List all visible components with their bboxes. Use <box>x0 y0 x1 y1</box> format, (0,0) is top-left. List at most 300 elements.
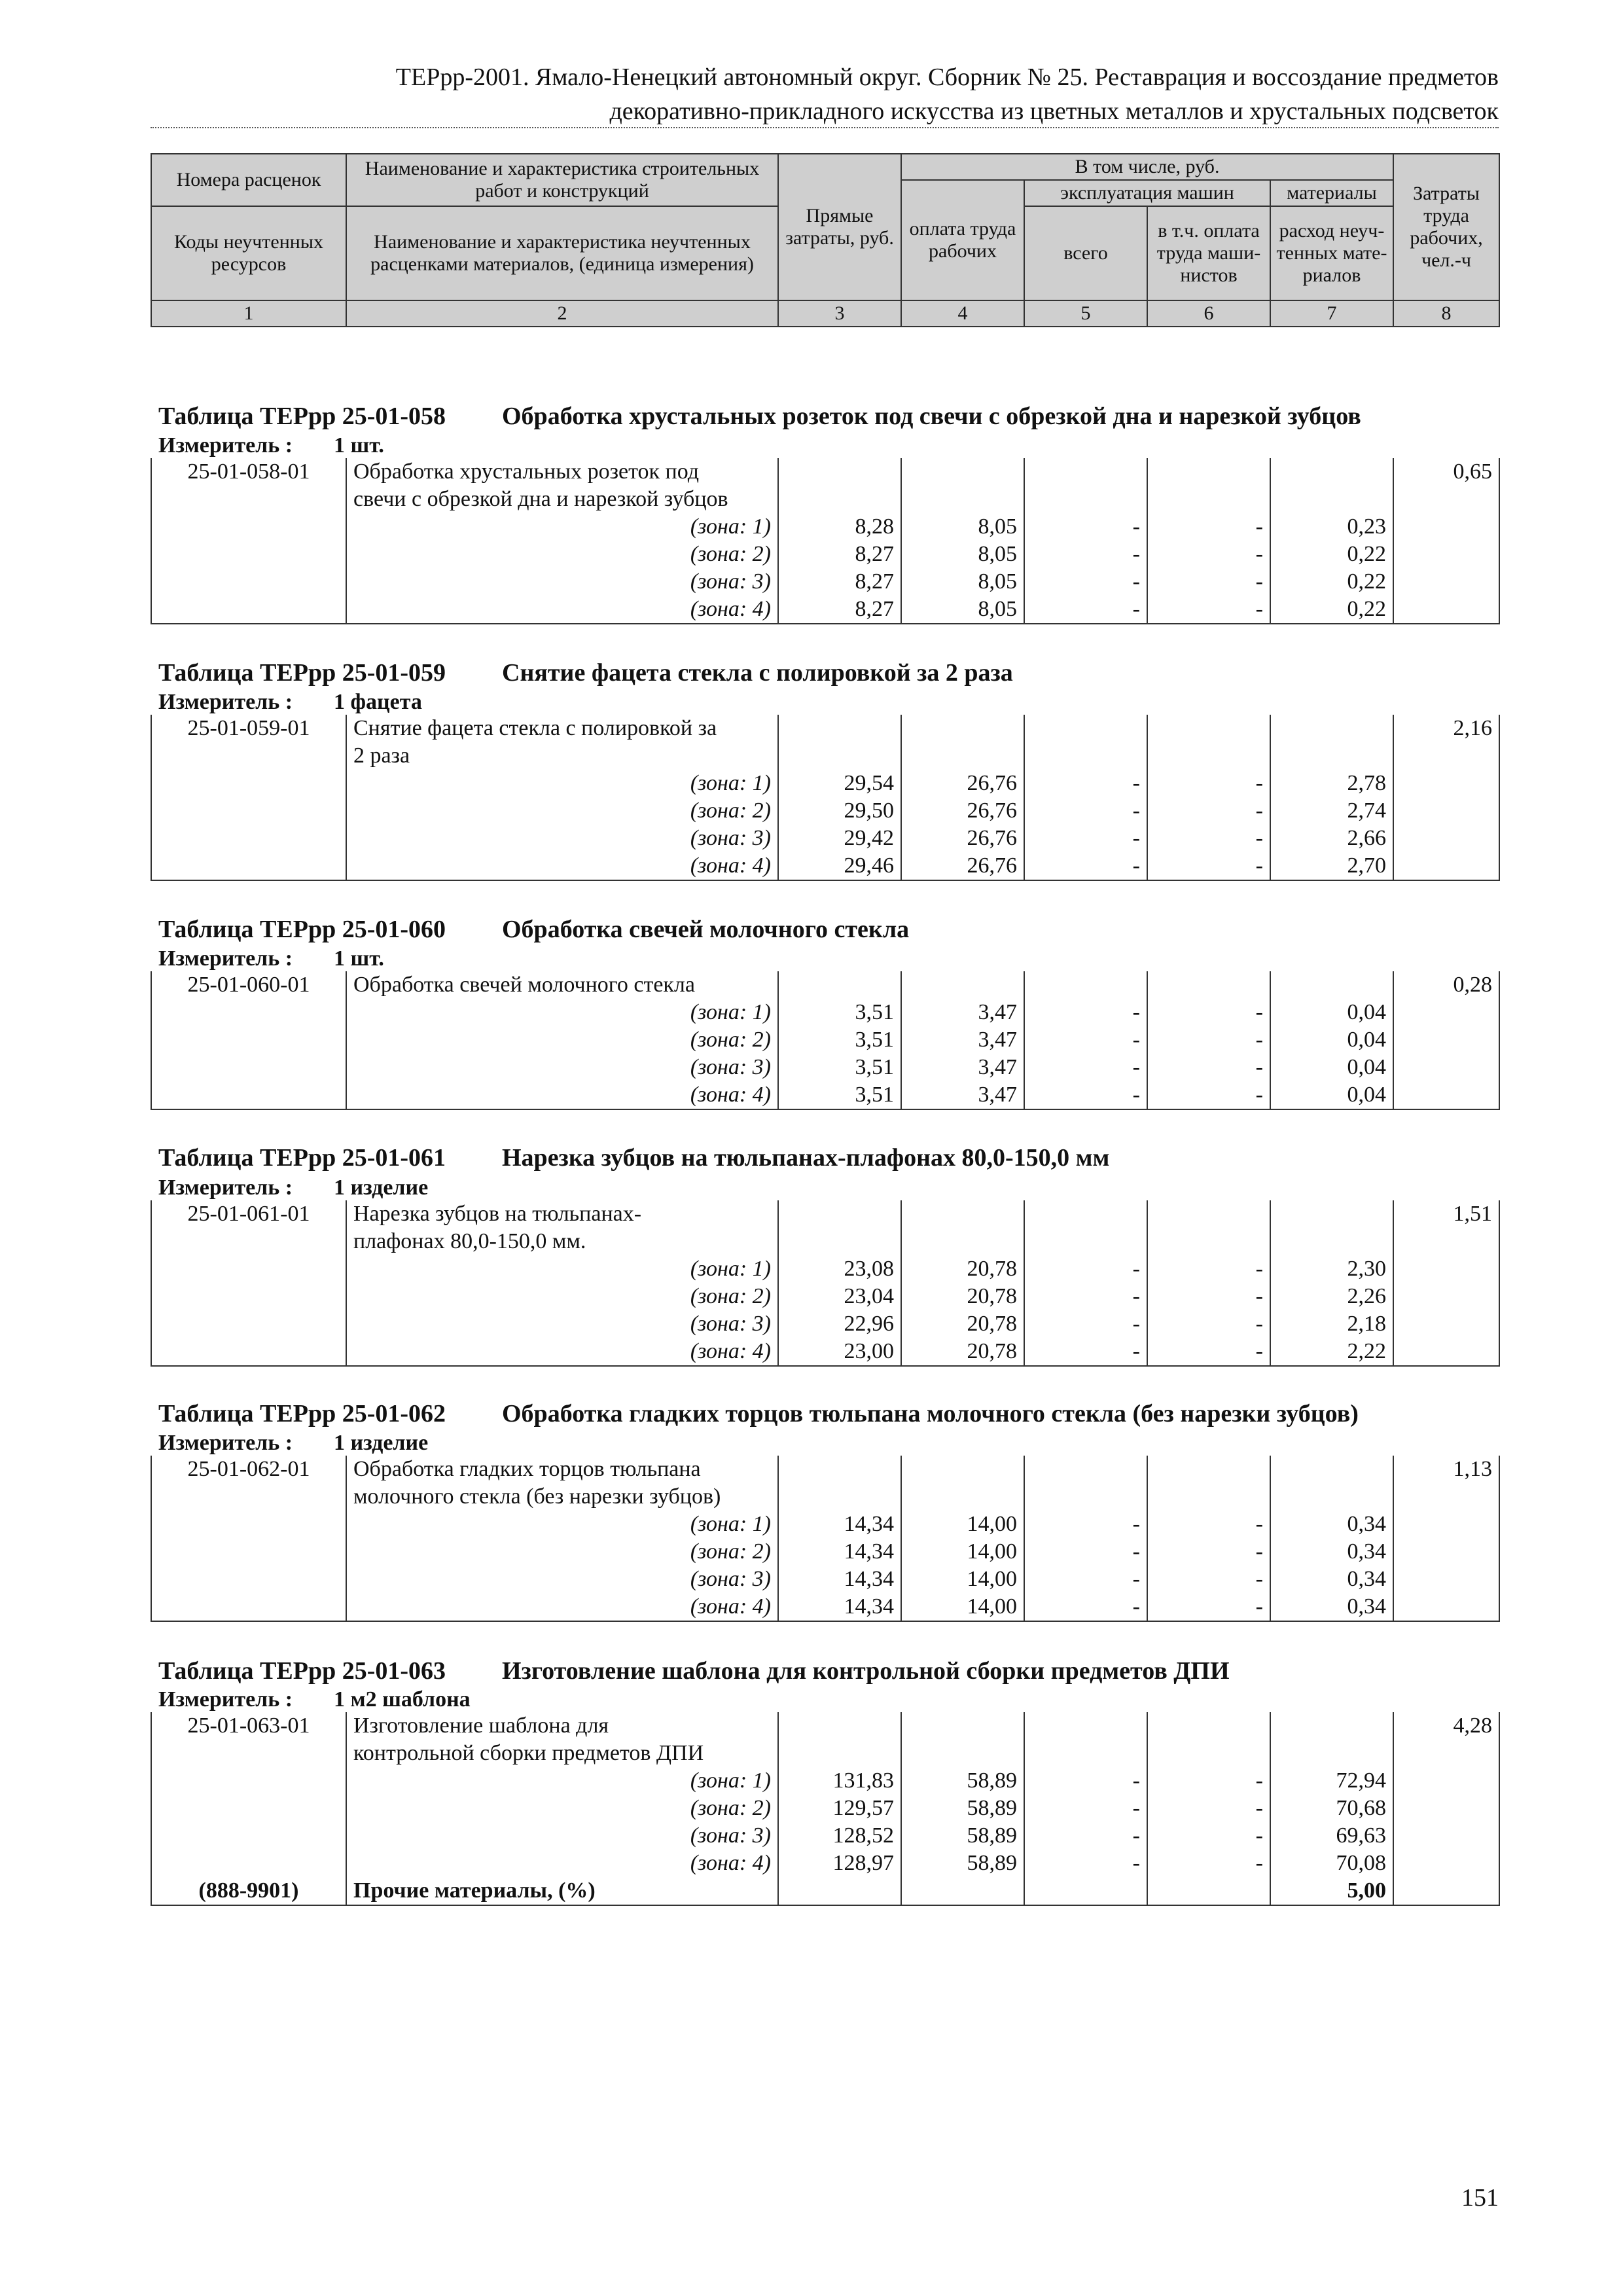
empty-cell <box>901 1200 1024 1228</box>
header-codes-top: Номера расценок <box>151 154 346 206</box>
zone-row <box>151 852 1499 880</box>
direct-cost: 8,27 <box>778 568 901 596</box>
labor-cost: 2,16 <box>1393 715 1499 742</box>
table-title-code: Таблица ТЕРрр 25-01-060 <box>158 916 446 943</box>
empty-cell <box>901 486 1024 513</box>
empty-cell <box>1024 1200 1147 1228</box>
empty-cell <box>778 486 901 513</box>
empty-cell <box>151 797 346 825</box>
materials-cost: 72,94 <box>1270 1767 1393 1795</box>
table-row <box>151 1740 1499 1767</box>
empty-cell <box>151 1767 346 1795</box>
measure-value: 1 м2 шаблона <box>334 1687 471 1712</box>
empty-cell <box>151 1310 346 1338</box>
empty-cell <box>1024 971 1147 999</box>
empty-cell <box>1270 1740 1393 1767</box>
zone-row <box>151 513 1499 541</box>
empty-cell <box>1393 1255 1499 1283</box>
machinist-pay: - <box>1147 1795 1270 1822</box>
empty-cell <box>151 1081 346 1109</box>
materials-cost: 0,04 <box>1270 1054 1393 1081</box>
zone-label: (зона: 1) <box>346 513 778 541</box>
machines-total: - <box>1024 1795 1147 1822</box>
empty-cell <box>1393 541 1499 568</box>
rate-name-line: плафонах 80,0-150,0 мм. <box>346 1228 778 1255</box>
empty-cell <box>1393 770 1499 797</box>
labor-pay: 58,89 <box>901 1850 1024 1877</box>
empty-cell <box>1393 1850 1499 1877</box>
zone-row <box>151 541 1499 568</box>
zone-row <box>151 568 1499 596</box>
machinist-pay: - <box>1147 1566 1270 1593</box>
zone-label: (зона: 4) <box>346 852 778 880</box>
zone-row <box>151 1338 1499 1366</box>
empty-cell <box>1024 715 1147 742</box>
table-row <box>151 1228 1499 1255</box>
measure-value: 1 шт. <box>334 433 384 457</box>
empty-cell <box>1393 1310 1499 1338</box>
empty-cell <box>1393 486 1499 513</box>
table-measure <box>158 690 422 715</box>
empty-cell <box>151 1054 346 1081</box>
direct-cost: 3,51 <box>778 1081 901 1109</box>
measure-label: Измеритель : <box>158 1431 293 1455</box>
measure-label: Измеритель : <box>158 433 293 457</box>
machinist-pay: - <box>1147 1593 1270 1621</box>
header-unaccounted-materials: расход неуч-тенных мате-риалов <box>1270 206 1393 300</box>
zone-row <box>151 797 1499 825</box>
empty-cell <box>151 1850 346 1877</box>
empty-cell <box>901 458 1024 486</box>
machines-total: - <box>1024 568 1147 596</box>
empty-cell <box>1393 742 1499 770</box>
zone-row <box>151 1538 1499 1566</box>
machinist-pay: - <box>1147 568 1270 596</box>
empty-cell <box>778 1740 901 1767</box>
empty-cell <box>151 1795 346 1822</box>
zone-label: (зона: 2) <box>346 1283 778 1310</box>
labor-pay: 58,89 <box>901 1795 1024 1822</box>
machinist-pay: - <box>1147 1054 1270 1081</box>
direct-cost: 23,08 <box>778 1255 901 1283</box>
materials-cost: 2,70 <box>1270 852 1393 880</box>
labor-pay: 26,76 <box>901 770 1024 797</box>
direct-cost: 131,83 <box>778 1767 901 1795</box>
rate-name-line: 2 раза <box>346 742 778 770</box>
table-title-code: Таблица ТЕРрр 25-01-061 <box>158 1144 446 1172</box>
column-number: 3 <box>778 300 901 327</box>
labor-pay: 26,76 <box>901 852 1024 880</box>
empty-cell <box>151 1338 346 1366</box>
empty-cell <box>1393 1538 1499 1566</box>
extra-materials-row <box>151 1877 1499 1905</box>
header-machinist-pay: в т.ч. оплата труда маши-нистов <box>1147 206 1270 300</box>
machinist-pay: - <box>1147 1081 1270 1109</box>
column-number-row <box>151 300 1499 327</box>
table-title-text: Обработка свечей молочного стекла <box>502 916 910 943</box>
empty-cell <box>1270 715 1393 742</box>
machines-total: - <box>1024 770 1147 797</box>
table-measure <box>158 1175 428 1200</box>
header-labor-pay: оплата труда рабочих <box>901 180 1024 300</box>
materials-cost: 0,34 <box>1270 1566 1393 1593</box>
empty-cell <box>151 742 346 770</box>
zone-label: (зона: 3) <box>346 568 778 596</box>
empty-cell <box>151 852 346 880</box>
empty-cell <box>151 770 346 797</box>
table-title-code: Таблица ТЕРрр 25-01-062 <box>158 1400 446 1427</box>
measure-label: Измеритель : <box>158 1687 293 1712</box>
empty-cell <box>1393 825 1499 852</box>
empty-cell <box>1270 1712 1393 1740</box>
direct-cost: 14,34 <box>778 1593 901 1621</box>
empty-cell <box>151 568 346 596</box>
empty-cell <box>1393 1054 1499 1081</box>
table-row <box>151 1712 1499 1740</box>
materials-cost: 2,78 <box>1270 770 1393 797</box>
materials-cost: 0,34 <box>1270 1538 1393 1566</box>
zone-row <box>151 1081 1499 1109</box>
rate-code: 25-01-062-01 <box>151 1456 346 1483</box>
column-number: 4 <box>901 300 1024 327</box>
header-machines: эксплуатация машин <box>1024 180 1270 206</box>
resource-code: (888-9901) <box>151 1877 346 1905</box>
zone-row <box>151 999 1499 1026</box>
rate-table <box>151 715 1500 881</box>
table-row <box>151 1200 1499 1228</box>
empty-cell <box>1393 1081 1499 1109</box>
empty-cell <box>1393 513 1499 541</box>
direct-cost: 129,57 <box>778 1795 901 1822</box>
zone-row <box>151 770 1499 797</box>
empty-cell <box>1147 1456 1270 1483</box>
materials-cost: 0,23 <box>1270 513 1393 541</box>
table-title <box>158 915 909 944</box>
empty-cell <box>1393 1822 1499 1850</box>
empty-cell <box>1393 797 1499 825</box>
column-number: 2 <box>346 300 778 327</box>
machines-total: - <box>1024 825 1147 852</box>
empty-cell <box>1024 1712 1147 1740</box>
materials-cost: 70,08 <box>1270 1850 1393 1877</box>
machines-total: - <box>1024 1822 1147 1850</box>
rate-name-line: Нарезка зубцов на тюльпанах- <box>346 1200 778 1228</box>
direct-cost: 22,96 <box>778 1310 901 1338</box>
measure-label: Измеритель : <box>158 1175 293 1200</box>
zone-label: (зона: 1) <box>346 1511 778 1538</box>
zone-row <box>151 1795 1499 1822</box>
running-header <box>151 60 1499 128</box>
rate-code: 25-01-059-01 <box>151 715 346 742</box>
measure-label: Измеритель : <box>158 946 293 971</box>
direct-cost: 3,51 <box>778 1054 901 1081</box>
rate-name-line: Изготовление шаблона для <box>346 1712 778 1740</box>
table-measure <box>158 433 384 458</box>
direct-cost: 29,46 <box>778 852 901 880</box>
empty-cell <box>1270 971 1393 999</box>
empty-cell <box>778 458 901 486</box>
zone-label: (зона: 2) <box>346 541 778 568</box>
materials-cost: 0,22 <box>1270 596 1393 624</box>
zone-row <box>151 1850 1499 1877</box>
empty-cell <box>778 1456 901 1483</box>
column-number: 7 <box>1270 300 1393 327</box>
empty-cell <box>1393 1767 1499 1795</box>
measure-value: 1 фацета <box>334 690 422 714</box>
direct-cost: 8,28 <box>778 513 901 541</box>
table-title-code: Таблица ТЕРрр 25-01-063 <box>158 1657 446 1685</box>
labor-pay: 3,47 <box>901 1054 1024 1081</box>
direct-cost: 3,51 <box>778 1026 901 1054</box>
empty-cell <box>1393 1740 1499 1767</box>
empty-cell <box>1270 1483 1393 1511</box>
empty-cell <box>1024 1228 1147 1255</box>
empty-cell <box>901 1456 1024 1483</box>
header-labor-costs: Затраты труда рабочих, чел.-ч <box>1393 154 1499 300</box>
header-name-bottom: Наименование и характеристика неучтенных расценками материалов, (единица измерения) <box>346 206 778 300</box>
zone-label: (зона: 3) <box>346 825 778 852</box>
machines-total: - <box>1024 1026 1147 1054</box>
zone-label: (зона: 4) <box>346 1593 778 1621</box>
empty-cell <box>778 742 901 770</box>
empty-cell <box>151 1593 346 1621</box>
column-number: 1 <box>151 300 346 327</box>
empty-cell <box>1393 1228 1499 1255</box>
empty-cell <box>1024 458 1147 486</box>
labor-pay: 8,05 <box>901 568 1024 596</box>
empty-cell <box>778 1712 901 1740</box>
table-title <box>158 1143 1109 1172</box>
machinist-pay: - <box>1147 1338 1270 1366</box>
table-measure <box>158 1431 428 1456</box>
labor-pay: 58,89 <box>901 1822 1024 1850</box>
rate-name-line: свечи с обрезкой дна и нарезкой зубцов <box>346 486 778 513</box>
machines-total: - <box>1024 1310 1147 1338</box>
table-row <box>151 971 1499 999</box>
empty-cell <box>1024 1456 1147 1483</box>
direct-cost: 14,34 <box>778 1538 901 1566</box>
labor-cost: 1,13 <box>1393 1456 1499 1483</box>
empty-cell <box>1393 1283 1499 1310</box>
empty-cell <box>151 1026 346 1054</box>
direct-cost: 23,00 <box>778 1338 901 1366</box>
header-machines-total: всего <box>1024 206 1147 300</box>
empty-cell <box>1024 486 1147 513</box>
zone-label: (зона: 4) <box>346 1338 778 1366</box>
table-row <box>151 486 1499 513</box>
machinist-pay: - <box>1147 1511 1270 1538</box>
empty-cell <box>901 1712 1024 1740</box>
materials-cost: 70,68 <box>1270 1795 1393 1822</box>
rate-table <box>151 971 1500 1110</box>
resource-name: Прочие материалы, (%) <box>346 1877 778 1905</box>
zone-label: (зона: 4) <box>346 1081 778 1109</box>
materials-cost: 0,34 <box>1270 1511 1393 1538</box>
labor-pay: 14,00 <box>901 1538 1024 1566</box>
machines-total: - <box>1024 1538 1147 1566</box>
empty-cell <box>901 1740 1024 1767</box>
empty-cell <box>1270 458 1393 486</box>
table-title-text: Изготовление шаблона для контрольной сборки предметов ДПИ <box>502 1657 1230 1685</box>
materials-cost: 0,34 <box>1270 1593 1393 1621</box>
table-row <box>151 1483 1499 1511</box>
measure-value: 1 изделие <box>334 1175 429 1200</box>
machinist-pay: - <box>1147 1822 1270 1850</box>
machinist-pay: - <box>1147 1283 1270 1310</box>
machines-total: - <box>1024 1850 1147 1877</box>
rate-name-line: Обработка свечей молочного стекла <box>346 971 778 999</box>
labor-pay: 58,89 <box>901 1767 1024 1795</box>
rate-name-line: молочного стекла (без нарезки зубцов) <box>346 1483 778 1511</box>
table-row <box>151 715 1499 742</box>
empty-cell <box>778 715 901 742</box>
direct-cost: 128,52 <box>778 1822 901 1850</box>
machines-total: - <box>1024 1566 1147 1593</box>
empty-cell <box>151 1538 346 1566</box>
direct-cost: 29,42 <box>778 825 901 852</box>
table-row <box>151 1456 1499 1483</box>
machines-total: - <box>1024 541 1147 568</box>
empty-cell <box>1270 1200 1393 1228</box>
machines-total: - <box>1024 852 1147 880</box>
labor-pay: 26,76 <box>901 797 1024 825</box>
machinist-pay: - <box>1147 1310 1270 1338</box>
labor-pay: 14,00 <box>901 1511 1024 1538</box>
zone-row <box>151 1026 1499 1054</box>
empty-cell <box>151 541 346 568</box>
machinist-pay: - <box>1147 1538 1270 1566</box>
empty-cell <box>151 1228 346 1255</box>
zone-row <box>151 825 1499 852</box>
empty-cell <box>1147 1877 1270 1905</box>
rate-table <box>151 458 1500 624</box>
empty-cell <box>1147 1483 1270 1511</box>
empty-cell <box>1024 1740 1147 1767</box>
machines-total: - <box>1024 596 1147 624</box>
empty-cell <box>1393 1511 1499 1538</box>
direct-cost: 14,34 <box>778 1511 901 1538</box>
machinist-pay: - <box>1147 1255 1270 1283</box>
measure-value: 1 изделие <box>334 1431 429 1455</box>
zone-label: (зона: 2) <box>346 797 778 825</box>
labor-pay: 20,78 <box>901 1338 1024 1366</box>
measure-label: Измеритель : <box>158 690 293 714</box>
machinist-pay: - <box>1147 1026 1270 1054</box>
zone-label: (зона: 3) <box>346 1054 778 1081</box>
empty-cell <box>1147 458 1270 486</box>
empty-cell <box>1270 486 1393 513</box>
empty-cell <box>151 1566 346 1593</box>
machinist-pay: - <box>1147 541 1270 568</box>
empty-cell <box>1393 596 1499 624</box>
machines-total: - <box>1024 1255 1147 1283</box>
zone-label: (зона: 4) <box>346 596 778 624</box>
zone-label: (зона: 2) <box>346 1026 778 1054</box>
zone-label: (зона: 2) <box>346 1538 778 1566</box>
zone-label: (зона: 2) <box>346 1795 778 1822</box>
zone-row <box>151 1255 1499 1283</box>
empty-cell <box>1147 715 1270 742</box>
header-name-top: Наименование и характеристика строительных работ и конструкций <box>346 154 778 206</box>
machinist-pay: - <box>1147 1767 1270 1795</box>
column-number: 5 <box>1024 300 1147 327</box>
materials-cost: 2,18 <box>1270 1310 1393 1338</box>
empty-cell <box>1147 971 1270 999</box>
direct-cost: 3,51 <box>778 999 901 1026</box>
zone-label: (зона: 3) <box>346 1310 778 1338</box>
empty-cell <box>1024 1877 1147 1905</box>
labor-pay: 3,47 <box>901 999 1024 1026</box>
header-including: В том числе, руб. <box>901 154 1393 180</box>
empty-cell <box>1147 1228 1270 1255</box>
machinist-pay: - <box>1147 770 1270 797</box>
labor-cost: 1,51 <box>1393 1200 1499 1228</box>
machinist-pay: - <box>1147 513 1270 541</box>
table-title-code: Таблица ТЕРрр 25-01-059 <box>158 659 446 687</box>
empty-cell <box>901 971 1024 999</box>
materials-cost: 69,63 <box>1270 1822 1393 1850</box>
labor-pay: 8,05 <box>901 541 1024 568</box>
empty-cell <box>1147 1200 1270 1228</box>
labor-pay: 14,00 <box>901 1566 1024 1593</box>
machines-total: - <box>1024 1054 1147 1081</box>
zone-row <box>151 1054 1499 1081</box>
rate-table <box>151 1200 1500 1367</box>
machines-total: - <box>1024 999 1147 1026</box>
empty-cell <box>778 1200 901 1228</box>
table-row <box>151 742 1499 770</box>
empty-cell <box>151 1255 346 1283</box>
empty-cell <box>1147 486 1270 513</box>
machines-total: - <box>1024 1593 1147 1621</box>
labor-pay: 20,78 <box>901 1283 1024 1310</box>
materials-cost: 2,22 <box>1270 1338 1393 1366</box>
rate-code: 25-01-061-01 <box>151 1200 346 1228</box>
machines-total: - <box>1024 1511 1147 1538</box>
zone-label: (зона: 1) <box>346 770 778 797</box>
zone-row <box>151 1822 1499 1850</box>
empty-cell <box>1393 1877 1499 1905</box>
rate-code: 25-01-058-01 <box>151 458 346 486</box>
labor-cost: 0,65 <box>1393 458 1499 486</box>
page-number: 151 <box>1461 2184 1499 2212</box>
empty-cell <box>1270 742 1393 770</box>
empty-cell <box>1393 1566 1499 1593</box>
materials-cost: 0,22 <box>1270 568 1393 596</box>
empty-cell <box>151 486 346 513</box>
empty-cell <box>901 1228 1024 1255</box>
labor-cost: 4,28 <box>1393 1712 1499 1740</box>
materials-cost: 2,74 <box>1270 797 1393 825</box>
machinist-pay: - <box>1147 797 1270 825</box>
rate-code: 25-01-060-01 <box>151 971 346 999</box>
column-number: 8 <box>1393 300 1499 327</box>
zone-row <box>151 1511 1499 1538</box>
table-title-text: Обработка хрустальных розеток под свечи с обрезкой дна и нарезкой зубцов <box>502 403 1361 430</box>
empty-cell <box>1147 1712 1270 1740</box>
resource-percent: 5,00 <box>1270 1877 1393 1905</box>
empty-cell <box>1393 852 1499 880</box>
labor-pay: 3,47 <box>901 1026 1024 1054</box>
machines-total: - <box>1024 1767 1147 1795</box>
header-line-2: декоративно-прикладного искусства из цветных металлов и хрустальных подсветок <box>609 98 1499 125</box>
zone-row <box>151 596 1499 624</box>
zone-row <box>151 1593 1499 1621</box>
machinist-pay: - <box>1147 1850 1270 1877</box>
materials-cost: 0,04 <box>1270 999 1393 1026</box>
table-title <box>158 1399 1359 1428</box>
machines-total: - <box>1024 1338 1147 1366</box>
